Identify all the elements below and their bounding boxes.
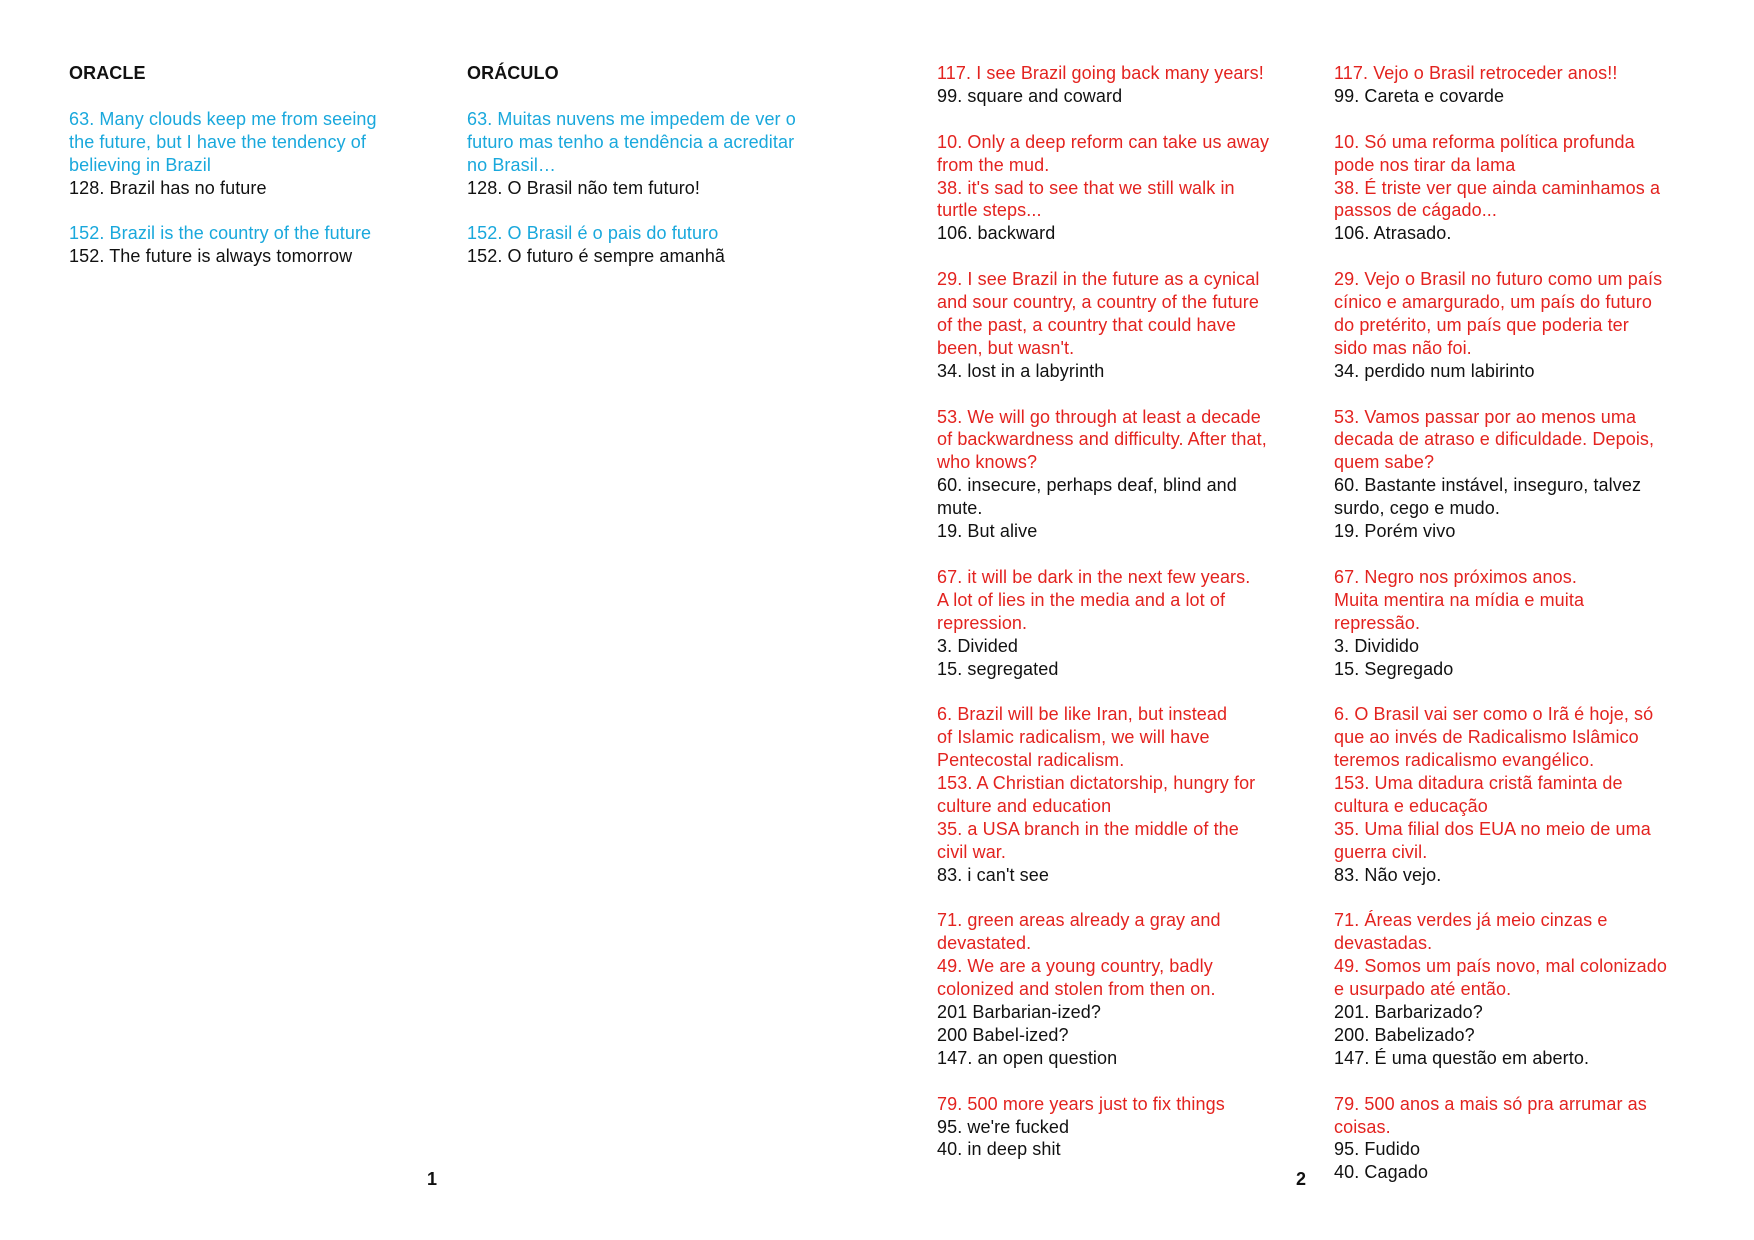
answer-line: 83. i can't see bbox=[937, 864, 1050, 885]
answer-group bbox=[937, 703, 1297, 886]
page-number-left: 1 bbox=[427, 1169, 438, 1189]
answer-group bbox=[937, 1093, 1297, 1162]
answer-group bbox=[937, 62, 1297, 108]
answer-line: 128. O Brasil não tem futuro! bbox=[467, 177, 701, 198]
highlighted-answer-line: 71. green areas already a gray and devastated. bbox=[937, 910, 1221, 954]
answer-line: 99. Careta e covarde bbox=[1334, 85, 1505, 106]
answer-groups bbox=[69, 108, 429, 268]
answer-line: 83. Não vejo. bbox=[1334, 864, 1442, 885]
answer-line: 60. Bastante instável, inseguro, talvez surdo, cego e mudo. bbox=[1334, 475, 1642, 519]
answer-line: 200 Babel-ized? bbox=[937, 1024, 1069, 1045]
answer-line: 147. É uma questão em aberto. bbox=[1334, 1047, 1590, 1068]
answer-group bbox=[467, 108, 847, 200]
answer-group bbox=[69, 108, 429, 200]
answer-line: 106. backward bbox=[937, 223, 1056, 244]
answer-line: 34. lost in a labyrinth bbox=[937, 360, 1105, 381]
highlighted-answer-line: 35. a USA branch in the middle of the civil war. bbox=[937, 818, 1239, 862]
highlighted-answer-line: 10. Só uma reforma política profunda pode nos tirar da lama bbox=[1334, 131, 1635, 175]
answer-groups bbox=[937, 62, 1297, 1161]
answer-group bbox=[937, 909, 1297, 1069]
answer-line: 3. Dividido bbox=[1334, 635, 1420, 656]
english-answers-column bbox=[937, 62, 1297, 1184]
answer-groups bbox=[1334, 62, 1704, 1184]
page-title-oraculo: ORÁCULO bbox=[467, 63, 559, 83]
highlighted-answer-line: 117. Vejo o Brasil retroceder anos!! bbox=[1334, 63, 1618, 83]
answer-line: 106. Atrasado. bbox=[1334, 223, 1452, 244]
answer-groups bbox=[467, 108, 847, 268]
answer-line: 147. an open question bbox=[937, 1047, 1118, 1068]
highlighted-answer-line: 153. Uma ditadura cristã faminta de cultura e educação bbox=[1334, 773, 1623, 816]
answer-group bbox=[1334, 131, 1704, 246]
answer-line: 152. The future is always tomorrow bbox=[69, 246, 353, 267]
highlighted-answer-line: 6. Brazil will be like Iran, but instead of Islamic radicalism, we will have Pentecostal radicalism. bbox=[937, 704, 1228, 771]
highlighted-answer-line: 117. I see Brazil going back many years! bbox=[937, 63, 1264, 83]
highlighted-answer-line: 63. Many clouds keep me from seeing the future, but I have the tendency of believing in Brazil bbox=[69, 108, 377, 175]
answer-line: 99. square and coward bbox=[937, 85, 1123, 106]
highlighted-answer-line: 38. É triste ver que ainda caminhamos a passos de cágado... bbox=[1334, 177, 1661, 221]
answer-line: 201. Barbarizado? bbox=[1334, 1002, 1483, 1023]
highlighted-answer-line: 29. Vejo o Brasil no futuro como um país cínico e amargurado, um país do futuro do pretérito, um país que poderia ter sido mas não foi. bbox=[1334, 269, 1663, 358]
oraculo-portuguese-column bbox=[467, 62, 847, 291]
answer-group bbox=[937, 566, 1297, 681]
answer-group bbox=[1334, 268, 1704, 383]
answer-group bbox=[1334, 62, 1704, 108]
highlighted-answer-line: 79. 500 more years just to fix things bbox=[937, 1093, 1225, 1114]
highlighted-answer-line: 152. Brazil is the country of the future bbox=[69, 223, 372, 244]
answer-group bbox=[937, 406, 1297, 543]
highlighted-answer-line: 153. A Christian dictatorship, hungry for culture and education bbox=[937, 773, 1256, 816]
answer-group bbox=[937, 131, 1297, 246]
highlighted-answer-line: 67. it will be dark in the next few years. A lot of lies in the media and a lot of repression. bbox=[937, 566, 1251, 633]
answer-group bbox=[1334, 1093, 1704, 1185]
highlighted-answer-line: 67. Negro nos próximos anos. Muita mentira na mídia e muita repressão. bbox=[1334, 566, 1585, 633]
answer-line: 200. Babelizado? bbox=[1334, 1024, 1475, 1045]
highlighted-answer-line: 49. We are a young country, badly colonized and stolen from then on. bbox=[937, 956, 1216, 1000]
answer-line: 15. Segregado bbox=[1334, 658, 1454, 679]
highlighted-answer-line: 71. Áreas verdes já meio cinzas e devastadas. bbox=[1334, 910, 1608, 954]
page-number-right: 2 bbox=[1296, 1169, 1307, 1189]
highlighted-answer-line: 38. it's sad to see that we still walk in turtle steps... bbox=[937, 177, 1235, 221]
answer-group bbox=[69, 222, 429, 268]
highlighted-answer-line: 6. O Brasil vai ser como o Irã é hoje, só que ao invés de Radicalismo Islâmico teremos radicalismo evangélico. bbox=[1334, 704, 1654, 771]
highlighted-answer-line: 53. Vamos passar por ao menos uma decada de atraso e dificuldade. Depois, quem sabe? bbox=[1334, 406, 1655, 473]
answer-line: 95. Fudido bbox=[1334, 1139, 1421, 1160]
highlighted-answer-line: 49. Somos um país novo, mal colonizado e usurpado até então. bbox=[1334, 956, 1667, 1000]
answer-line: 19. But alive bbox=[937, 521, 1038, 542]
answer-line: 60. insecure, perhaps deaf, blind and mute. bbox=[937, 475, 1237, 519]
answer-group bbox=[1334, 566, 1704, 681]
answer-line: 19. Porém vivo bbox=[1334, 521, 1456, 542]
answer-group bbox=[937, 268, 1297, 383]
highlighted-answer-line: 35. Uma filial dos EUA no meio de uma guerra civil. bbox=[1334, 818, 1651, 862]
answer-line: 152. O futuro é sempre amanhã bbox=[467, 246, 726, 267]
answer-group bbox=[1334, 406, 1704, 543]
highlighted-answer-line: 79. 500 anos a mais só pra arrumar as coisas. bbox=[1334, 1093, 1647, 1137]
answer-line: 201 Barbarian-ized? bbox=[937, 1002, 1102, 1023]
answer-line: 15. segregated bbox=[937, 658, 1059, 679]
highlighted-answer-line: 10. Only a deep reform can take us away from the mud. bbox=[937, 131, 1270, 175]
highlighted-answer-line: 53. We will go through at least a decade of backwardness and difficulty. After that, who knows? bbox=[937, 406, 1267, 473]
portuguese-answers-column bbox=[1334, 62, 1704, 1207]
page-title-oracle: ORACLE bbox=[69, 63, 146, 83]
answer-line: 40. in deep shit bbox=[937, 1139, 1061, 1160]
answer-group bbox=[1334, 909, 1704, 1069]
oracle-english-column bbox=[69, 62, 429, 291]
answer-line: 95. we're fucked bbox=[937, 1116, 1070, 1137]
answer-line: 128. Brazil has no future bbox=[69, 177, 267, 198]
answer-group bbox=[1334, 703, 1704, 886]
highlighted-answer-line: 152. O Brasil é o pais do futuro bbox=[467, 223, 719, 244]
answer-line: 40. Cagado bbox=[1334, 1162, 1429, 1183]
highlighted-answer-line: 63. Muitas nuvens me impedem de ver o futuro mas tenho a tendência a acreditar no Brasil… bbox=[467, 108, 796, 175]
highlighted-answer-line: 29. I see Brazil in the future as a cynical and sour country, a country of the future of the past, a country that could have been, but wasn't. bbox=[937, 269, 1260, 358]
answer-line: 3. Divided bbox=[937, 635, 1019, 656]
answer-group bbox=[467, 222, 847, 268]
answer-line: 34. perdido num labirinto bbox=[1334, 360, 1535, 381]
